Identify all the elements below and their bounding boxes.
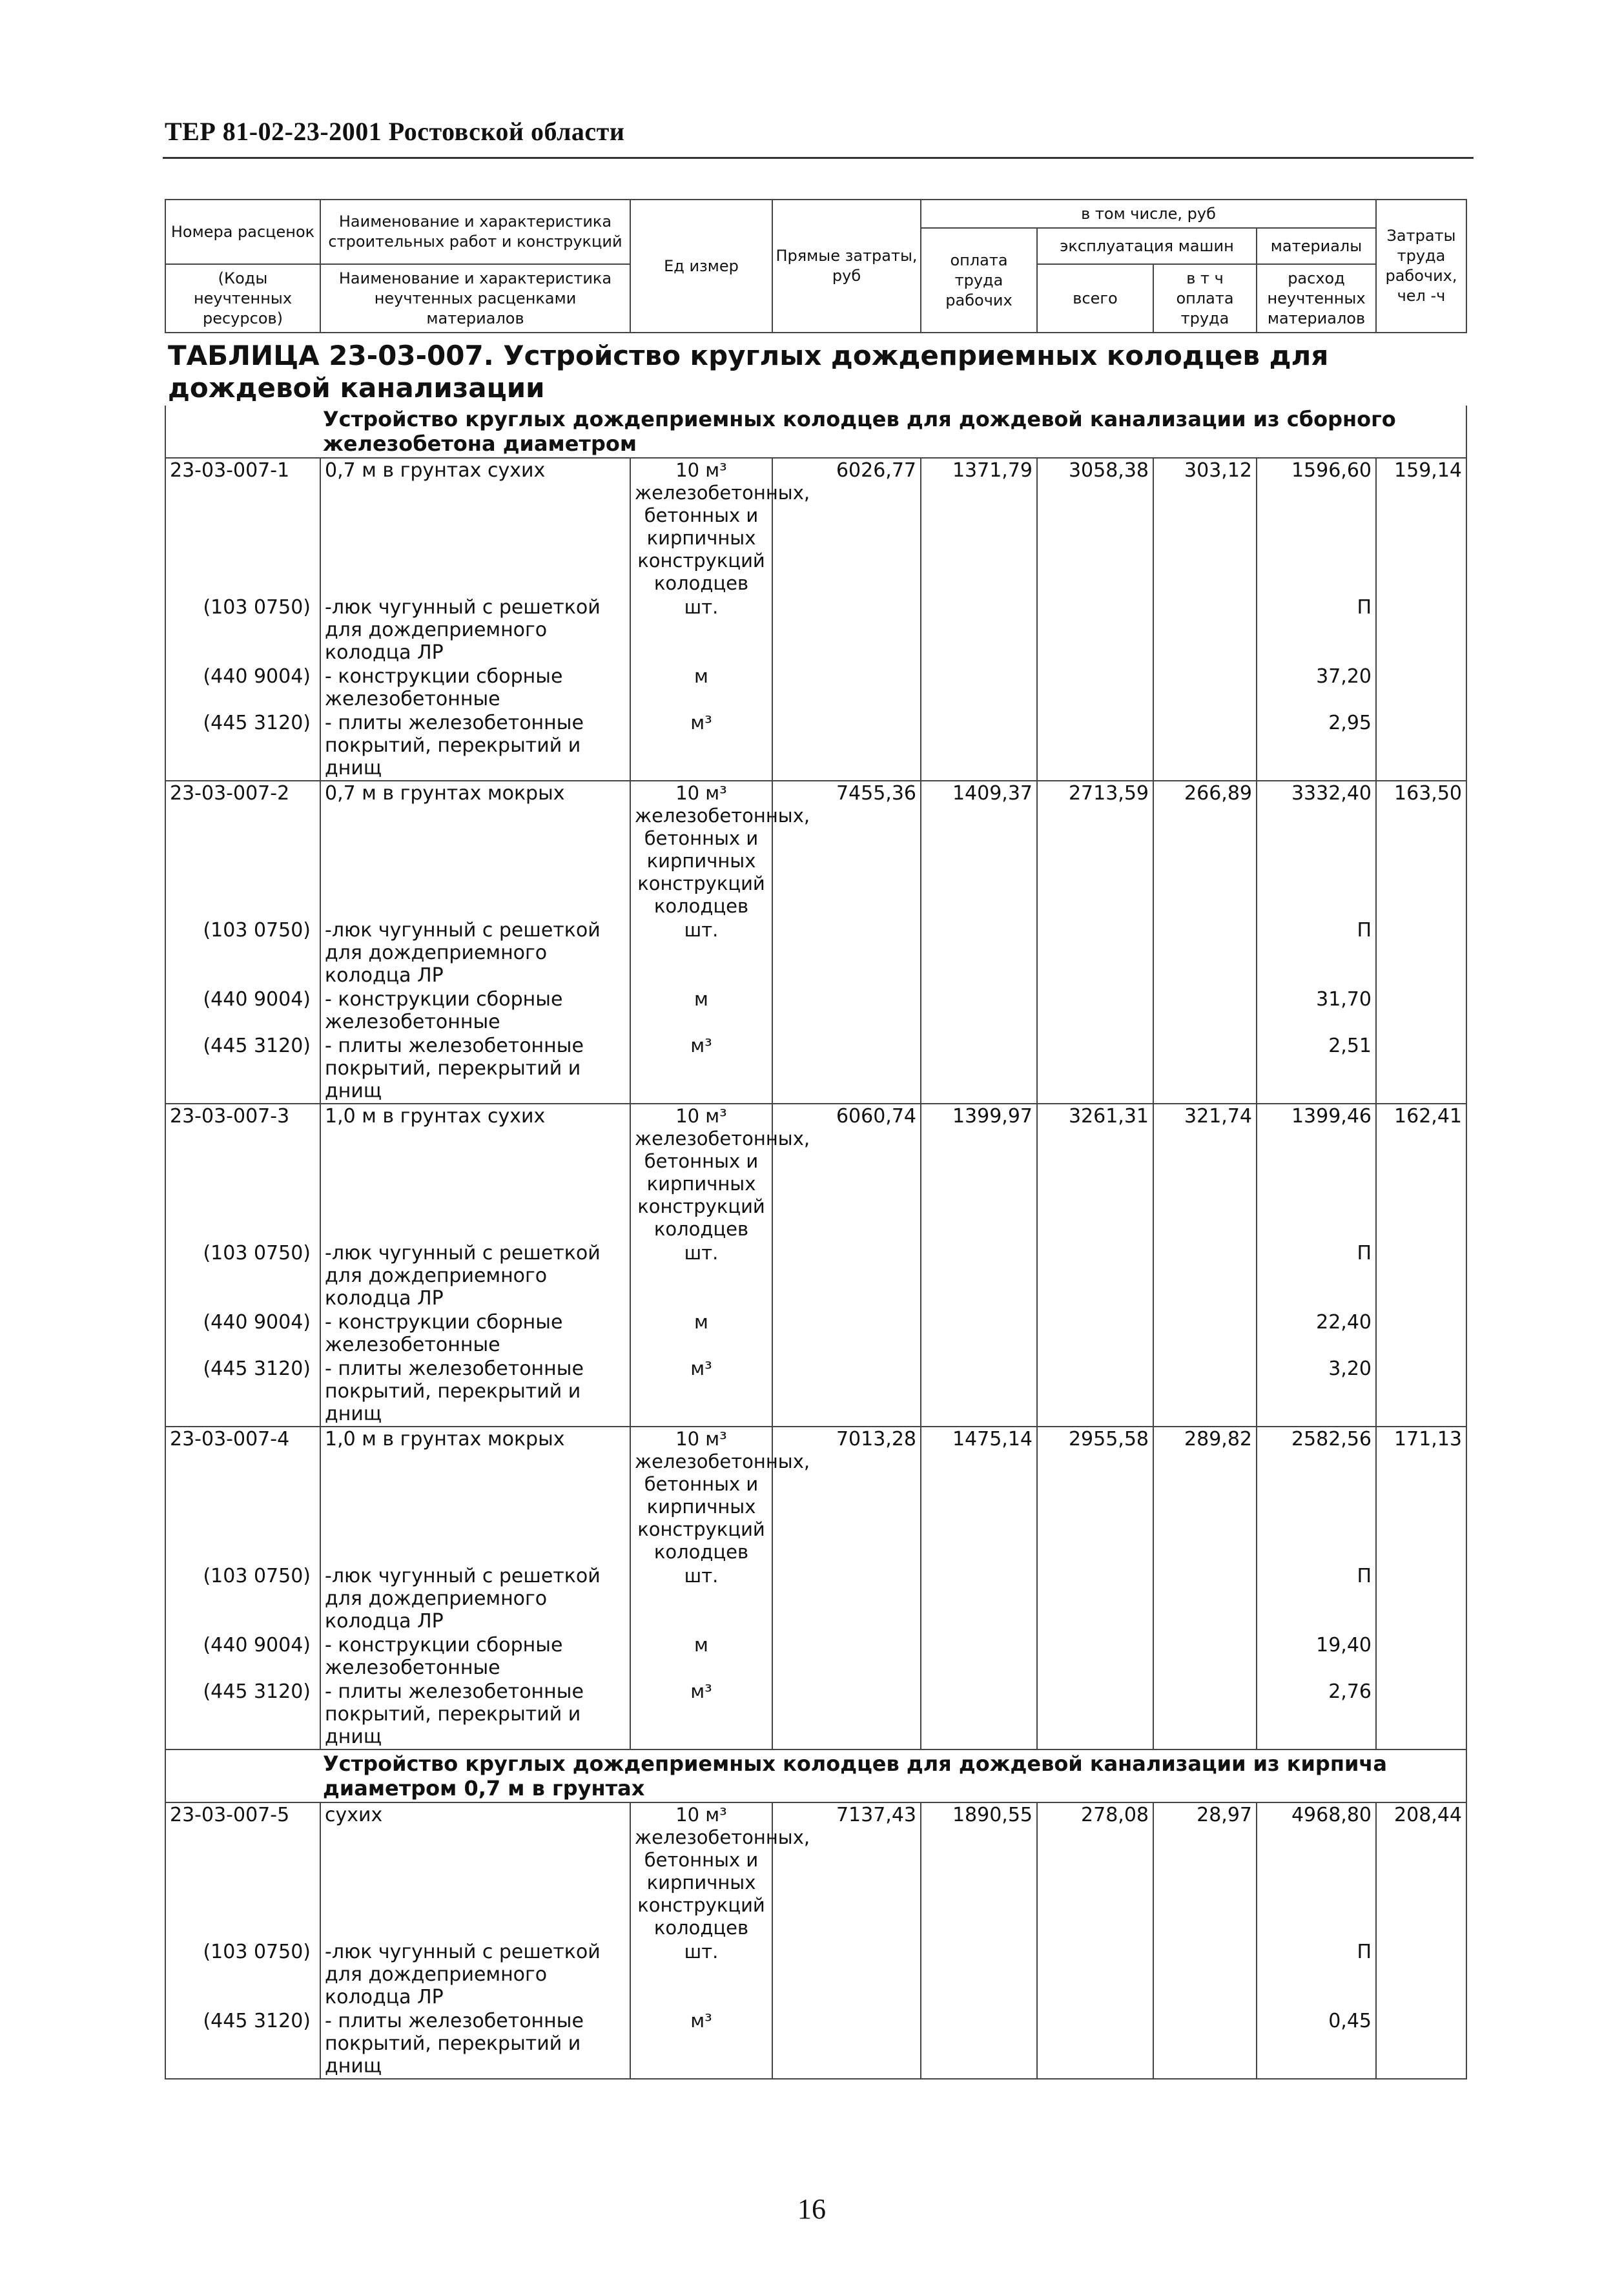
machines-cost: 2713,59: [1037, 781, 1153, 918]
resource-code: (103 0750): [165, 1940, 320, 2009]
rate-name: 1,0 м в грунтах сухих: [320, 1104, 630, 1241]
machines-labor-cost: 321,74: [1153, 1104, 1257, 1241]
resource-code: (440 9004): [165, 1310, 320, 1357]
resource-code: (445 3120): [165, 2009, 320, 2079]
table-title: ТАБЛИЦА 23-03-007. Устройство круглых дождеприемных колодцев для дождевой канализации: [165, 333, 1466, 406]
resource-unit: м: [630, 1633, 772, 1680]
materials-cost: 1596,60: [1257, 458, 1376, 595]
rate-code: 23-03-007-5: [165, 1802, 320, 1940]
page-number: 16: [797, 2193, 826, 2225]
resource-code: (440 9004): [165, 665, 320, 711]
resource-code: (445 3120): [165, 1680, 320, 1749]
resource-qty: П: [1257, 918, 1376, 987]
table-title-row: [165, 333, 1466, 406]
direct-cost: 6026,77: [772, 458, 921, 595]
rate-name: 0,7 м в грунтах мокрых: [320, 781, 630, 918]
machines-cost: 2955,58: [1037, 1427, 1153, 1564]
resource-qty: П: [1257, 1241, 1376, 1310]
rate-code: 23-03-007-2: [165, 781, 320, 918]
rate-row: [165, 1104, 1466, 1241]
direct-cost: 7455,36: [772, 781, 921, 918]
resource-unit: м³: [630, 2009, 772, 2079]
resource-qty: П: [1257, 595, 1376, 665]
resource-row: [165, 1633, 1466, 1680]
rate-unit: 10 м³ железобетонных, бетонных и кирпичных конструкций колодцев: [630, 781, 772, 918]
machines-cost: 278,08: [1037, 1802, 1153, 1940]
resource-qty: П: [1257, 1940, 1376, 2009]
col-incl: в том числе, руб: [921, 200, 1376, 228]
resource-code: (103 0750): [165, 1241, 320, 1310]
rate-unit: 10 м³ железобетонных, бетонных и кирпичных конструкций колодцев: [630, 458, 772, 595]
resource-unit: м: [630, 987, 772, 1034]
header-rule: [163, 157, 1474, 159]
resource-qty: 19,40: [1257, 1633, 1376, 1680]
labor-hours: 162,41: [1376, 1104, 1466, 1241]
page-header-title: ТЕР 81-02-23-2001 Ростовской области: [165, 117, 625, 146]
resource-qty: 2,51: [1257, 1034, 1376, 1104]
labor-hours: 163,50: [1376, 781, 1466, 918]
resource-unit: шт.: [630, 1241, 772, 1310]
col-name: Наименование и характеристика строительных работ и конструкций: [320, 200, 630, 264]
resource-unit: м: [630, 1310, 772, 1357]
group-subtitle-row: [165, 406, 1466, 458]
rate-row: [165, 1427, 1466, 1564]
materials-cost: 4968,80: [1257, 1802, 1376, 1940]
col-name-unaccounted: Наименование и характеристика неучтенных расценками материалов: [320, 264, 630, 333]
col-codes: Номера расценок: [165, 200, 320, 264]
machines-labor-cost: 303,12: [1153, 458, 1257, 595]
resource-code: (445 3120): [165, 711, 320, 781]
rate-name: 0,7 м в грунтах сухих: [320, 458, 630, 595]
col-machines: эксплуатация машин: [1037, 228, 1257, 264]
group-subtitle-row: [165, 1749, 1466, 1802]
resource-row: [165, 1310, 1466, 1357]
col-direct: Прямые затраты, руб: [772, 200, 921, 333]
rate-unit: 10 м³ железобетонных, бетонных и кирпичных конструкций колодцев: [630, 1427, 772, 1564]
labor-cost: 1409,37: [921, 781, 1037, 918]
resource-code: (445 3120): [165, 1034, 320, 1104]
resource-name: -люк чугунный с решеткой для дождеприемного колодца ЛР: [320, 1940, 630, 2009]
resource-name: -люк чугунный с решеткой для дождеприемного колодца ЛР: [320, 1564, 630, 1633]
materials-cost: 3332,40: [1257, 781, 1376, 918]
resource-name: - плиты железобетонные покрытий, перекрытий и днищ: [320, 1680, 630, 1749]
col-unit: Ед измер: [630, 200, 772, 333]
rate-unit: 10 м³ железобетонных, бетонных и кирпичных конструкций колодцев: [630, 1802, 772, 1940]
resource-name: - плиты железобетонные покрытий, перекрытий и днищ: [320, 1034, 630, 1104]
resource-code: (103 0750): [165, 595, 320, 665]
resource-row: [165, 711, 1466, 781]
resource-name: -люк чугунный с решеткой для дождеприемного колодца ЛР: [320, 1241, 630, 1310]
resource-name: - конструкции сборные железобетонные: [320, 1310, 630, 1357]
resource-qty: 2,76: [1257, 1680, 1376, 1749]
resource-qty: 31,70: [1257, 987, 1376, 1034]
resource-unit: м³: [630, 1034, 772, 1104]
resource-qty: 22,40: [1257, 1310, 1376, 1357]
resource-unit: шт.: [630, 1940, 772, 2009]
resource-row: [165, 1940, 1466, 2009]
resource-unit: шт.: [630, 595, 772, 665]
machines-labor-cost: 266,89: [1153, 781, 1257, 918]
rate-unit: 10 м³ железобетонных, бетонных и кирпичных конструкций колодцев: [630, 1104, 772, 1241]
rate-row: [165, 1802, 1466, 1940]
group-subtitle: Устройство круглых дождеприемных колодцев для дождевой канализации из сборного железобетона диаметром: [320, 406, 1466, 458]
resource-code: (103 0750): [165, 918, 320, 987]
resource-row: [165, 1034, 1466, 1104]
resource-code: (103 0750): [165, 1564, 320, 1633]
resource-qty: П: [1257, 1564, 1376, 1633]
resource-name: - плиты железобетонные покрытий, перекрытий и днищ: [320, 1357, 630, 1427]
resource-unit: м³: [630, 1680, 772, 1749]
resource-qty: 37,20: [1257, 665, 1376, 711]
rate-name: сухих: [320, 1802, 630, 1940]
direct-cost: 7013,28: [772, 1427, 921, 1564]
resource-row: [165, 1680, 1466, 1749]
resource-row: [165, 1564, 1466, 1633]
machines-labor-cost: 289,82: [1153, 1427, 1257, 1564]
rates-table: [165, 199, 1467, 2080]
resource-row: [165, 1241, 1466, 1310]
resource-name: - конструкции сборные железобетонные: [320, 987, 630, 1034]
resource-row: [165, 987, 1466, 1034]
labor-cost: 1475,14: [921, 1427, 1037, 1564]
resource-unit: м: [630, 665, 772, 711]
resource-qty: 2,95: [1257, 711, 1376, 781]
resource-code: (440 9004): [165, 1633, 320, 1680]
direct-cost: 6060,74: [772, 1104, 921, 1241]
labor-hours: 208,44: [1376, 1802, 1466, 1940]
resource-row: [165, 1357, 1466, 1427]
labor-hours: 159,14: [1376, 458, 1466, 595]
resource-code: (445 3120): [165, 1357, 320, 1427]
resource-name: -люк чугунный с решеткой для дождеприемного колодца ЛР: [320, 595, 630, 665]
resource-unit: м³: [630, 1357, 772, 1427]
rate-row: [165, 458, 1466, 595]
col-machines-total: всего: [1037, 264, 1153, 333]
col-materials-unaccounted: расход неучтенных материалов: [1257, 264, 1376, 333]
resource-row: [165, 595, 1466, 665]
resource-unit: шт.: [630, 1564, 772, 1633]
resource-name: - конструкции сборные железобетонные: [320, 1633, 630, 1680]
rate-code: 23-03-007-3: [165, 1104, 320, 1241]
group-subtitle: Устройство круглых дождеприемных колодцев для дождевой канализации из кирпича диаметром 0,7 м в грунтах: [320, 1749, 1466, 1802]
col-codes-unaccounted: (Коды неучтенных ресурсов): [165, 264, 320, 333]
labor-cost: 1371,79: [921, 458, 1037, 595]
materials-cost: 2582,56: [1257, 1427, 1376, 1564]
resource-name: - конструкции сборные железобетонные: [320, 665, 630, 711]
col-machines-labor: в т ч оплата труда: [1153, 264, 1257, 333]
resource-unit: шт.: [630, 918, 772, 987]
resource-unit: м³: [630, 711, 772, 781]
labor-hours: 171,13: [1376, 1427, 1466, 1564]
labor-cost: 1399,97: [921, 1104, 1037, 1241]
resource-row: [165, 665, 1466, 711]
resource-qty: 3,20: [1257, 1357, 1376, 1427]
col-materials: материалы: [1257, 228, 1376, 264]
rate-code: 23-03-007-1: [165, 458, 320, 595]
rate-name: 1,0 м в грунтах мокрых: [320, 1427, 630, 1564]
machines-cost: 3058,38: [1037, 458, 1153, 595]
labor-cost: 1890,55: [921, 1802, 1037, 1940]
machines-cost: 3261,31: [1037, 1104, 1153, 1241]
col-labor: оплата труда рабочих: [921, 228, 1037, 333]
resource-qty: 0,45: [1257, 2009, 1376, 2079]
resource-row: [165, 918, 1466, 987]
resource-name: - плиты железобетонные покрытий, перекрытий и днищ: [320, 2009, 630, 2079]
rate-code: 23-03-007-4: [165, 1427, 320, 1564]
table-header: [165, 200, 1466, 333]
machines-labor-cost: 28,97: [1153, 1802, 1257, 1940]
resource-name: -люк чугунный с решеткой для дождеприемного колодца ЛР: [320, 918, 630, 987]
resource-name: - плиты железобетонные покрытий, перекрытий и днищ: [320, 711, 630, 781]
resource-code: (440 9004): [165, 987, 320, 1034]
resource-row: [165, 2009, 1466, 2079]
rate-row: [165, 781, 1466, 918]
direct-cost: 7137,43: [772, 1802, 921, 1940]
col-labor-hours: Затраты труда рабочих, чел -ч: [1376, 200, 1466, 333]
materials-cost: 1399,46: [1257, 1104, 1376, 1241]
